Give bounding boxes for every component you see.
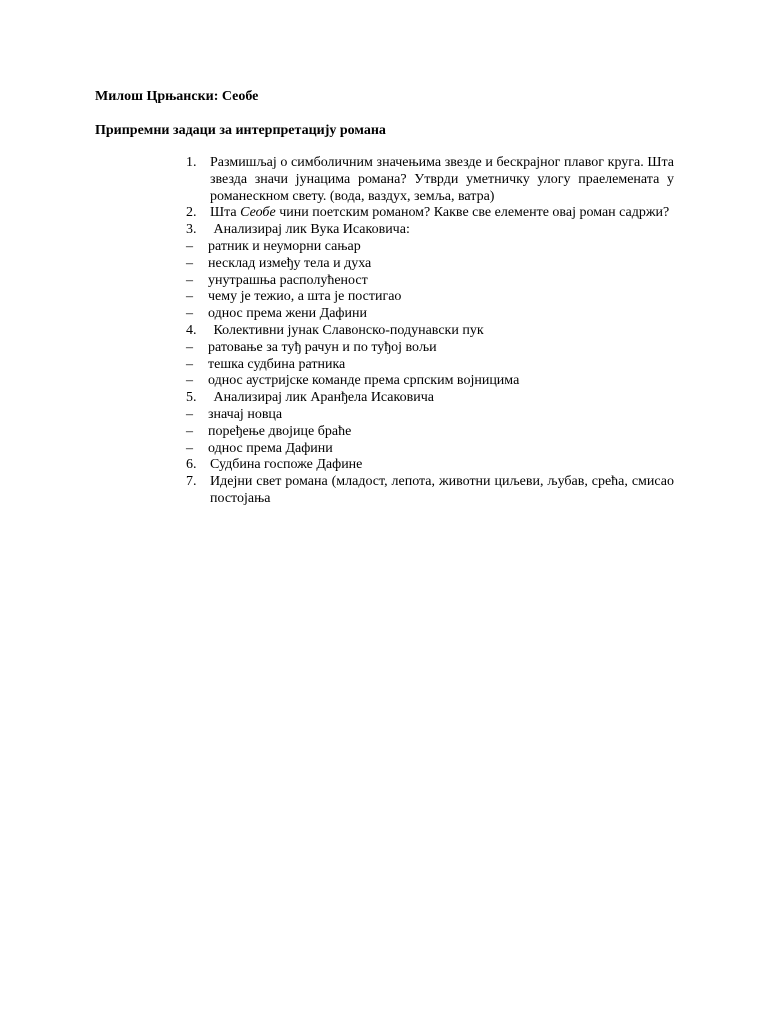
list-item-text: Размишљај о симболичним значењима звезде и бескрајног плавог круга. Шта звезда значи јунацима романа? Утврди уметничку улогу праелемената у романескном свету. (вода, ваздух, земља, ватра) — [210, 155, 674, 204]
sub-item-text: однос аустријске команде према српским војницима — [208, 373, 520, 389]
sub-item-text: несклад између тела и духа — [208, 255, 372, 271]
list-item — [186, 155, 674, 205]
dash-marker: – — [186, 440, 193, 456]
list-number: 4. — [186, 322, 197, 338]
sub-item — [0, 340, 674, 357]
sub-item-text: чему је тежио, а шта је постигао — [208, 289, 402, 305]
sub-item — [0, 239, 674, 256]
list-item-text: Колективни јунак Славонско-подунавски пук — [210, 322, 484, 338]
dash-marker: – — [186, 423, 193, 439]
list-item-text: Идејни свет романа (младост, лепота, животни циљеви, љубав, срећа, смисао постојања — [210, 474, 674, 506]
list-number: 6. — [186, 457, 197, 473]
sub-item-text: унутрашња располућеност — [208, 272, 368, 288]
sub-item — [0, 441, 674, 458]
dash-marker: – — [186, 238, 193, 254]
list-item-text: Анализирај лик Вука Исаковича: — [210, 222, 410, 238]
sub-item — [0, 306, 674, 323]
dash-marker: – — [186, 289, 193, 305]
sub-item-text: тешка судбина ратника — [208, 356, 346, 372]
list-item — [186, 222, 674, 239]
dash-marker: – — [186, 406, 193, 422]
sub-item-text: однос према жени Дафини — [208, 306, 367, 322]
sub-item — [0, 273, 674, 290]
list-number: 3. — [186, 222, 197, 238]
sub-item-text: поређење двојице браће — [208, 423, 352, 439]
sub-item-text: ратник и неуморни сањар — [208, 238, 361, 254]
sub-item — [0, 357, 674, 374]
task-list — [186, 155, 674, 508]
sub-item — [0, 424, 674, 441]
sub-item-text: значај новца — [208, 406, 283, 422]
list-number: 1. — [186, 155, 197, 170]
sub-item — [0, 373, 674, 390]
list-item — [186, 390, 674, 407]
dash-marker: – — [186, 306, 193, 322]
list-item — [186, 205, 674, 222]
list-item-text-start: Шта — [210, 205, 241, 221]
sub-item-text: ратовање за туђ рачун и по туђој вољи — [208, 339, 437, 355]
list-item — [186, 457, 674, 474]
list-item-text-end: чини поетским романом? Какве све елементе овај роман садржи? — [275, 205, 670, 221]
dash-marker: – — [186, 356, 193, 372]
sub-item — [0, 256, 674, 273]
list-item-text: Судбина госпоже Дафине — [210, 457, 363, 473]
list-number: 2. — [186, 205, 197, 221]
sub-item — [0, 407, 674, 424]
document-subtitle: Припремни задаци за интерпретацију романа — [95, 123, 386, 138]
list-number: 7. — [186, 474, 197, 490]
dash-marker: – — [186, 255, 193, 271]
dash-marker: – — [186, 272, 193, 288]
list-item — [186, 474, 674, 508]
sub-item — [0, 289, 674, 306]
list-item-text — [210, 205, 674, 222]
list-number: 5. — [186, 390, 197, 406]
novel-title-italic: Сеобе — [240, 205, 276, 221]
document-title: Милош Црњански: Сеобе — [95, 89, 259, 104]
list-item — [186, 323, 674, 340]
dash-marker: – — [186, 339, 193, 355]
dash-marker: – — [186, 373, 193, 389]
sub-item-text: однос према Дафини — [208, 440, 333, 456]
list-item-text: Анализирај лик Аранђела Исаковича — [210, 390, 434, 406]
